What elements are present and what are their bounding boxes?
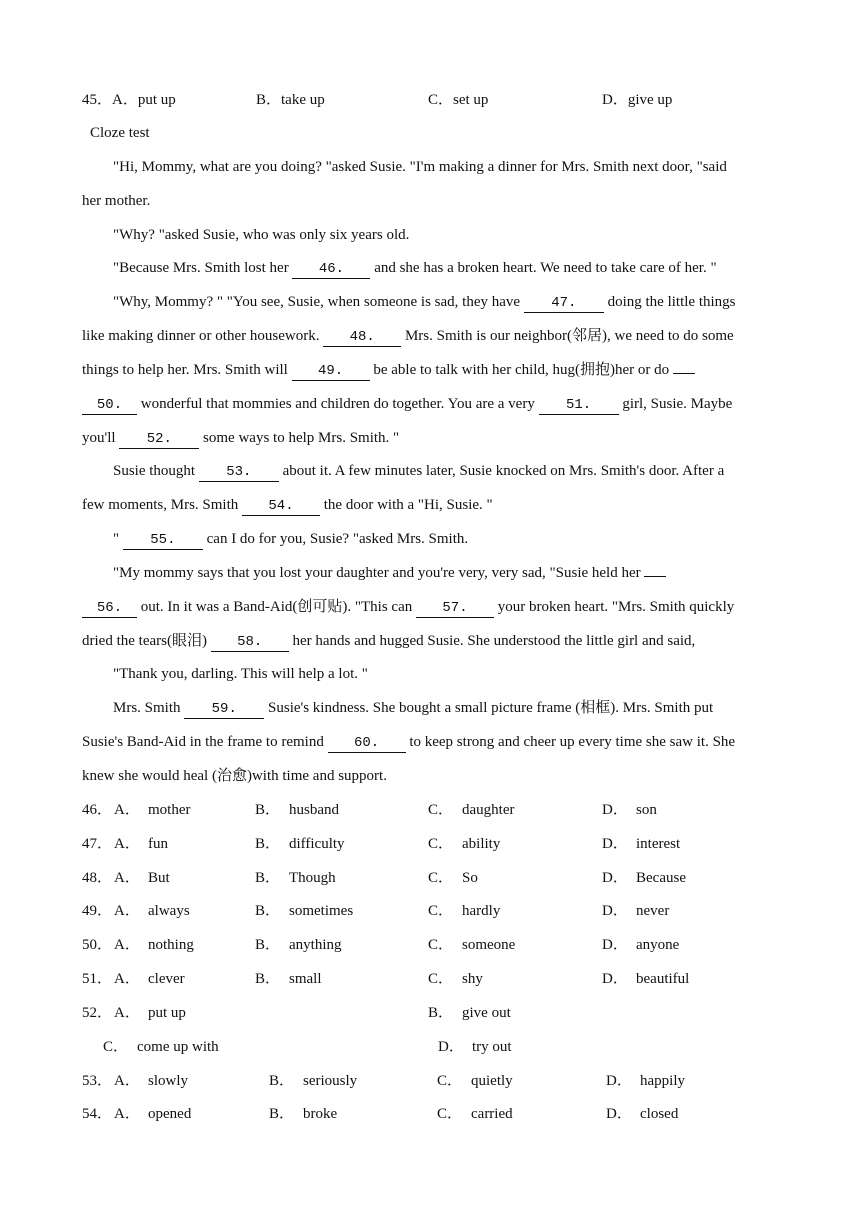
question-number: 47． <box>82 836 113 852</box>
option-text: carried <box>471 1106 513 1122</box>
question-number: 49． <box>82 903 113 919</box>
question-number: 45． <box>82 92 113 108</box>
option-letter: B． <box>255 971 281 987</box>
option-letter: B． <box>255 836 281 852</box>
option-letter: D． <box>602 802 628 818</box>
option-text: anyone <box>636 937 680 953</box>
passage-line: her mother. <box>82 193 151 209</box>
option-text: happily <box>640 1073 685 1089</box>
passage-line: "Thank you, darling. This will help a lot. " <box>113 666 368 682</box>
option-letter: D． <box>602 903 628 919</box>
option-letter: A． <box>114 870 140 886</box>
option-text: always <box>148 903 190 919</box>
question-number: 52． <box>82 1005 113 1021</box>
option-letter: B． <box>255 903 281 919</box>
option-letter: D． <box>438 1039 464 1055</box>
option-letter: C． <box>428 836 454 852</box>
option-text: closed <box>640 1106 679 1122</box>
option-text: interest <box>636 836 681 852</box>
passage-line: 50. wonderful that mommies and children do together. You are a very 51. girl, Susie. Maybe <box>82 394 732 415</box>
option-letter: B． <box>255 937 281 953</box>
blank-54[interactable]: 54. <box>242 497 320 516</box>
option-letter: A． <box>114 1005 140 1021</box>
option-text: seriously <box>303 1073 358 1089</box>
option-text: shy <box>462 971 483 987</box>
question-number: 54． <box>82 1106 113 1122</box>
passage-line: few moments, Mrs. Smith 54. the door with a "Hi, Susie. " <box>82 497 493 514</box>
option-text: anything <box>289 937 342 953</box>
option-letter: C． <box>428 870 454 886</box>
option-letter: A． <box>114 836 140 852</box>
passage-line: "My mommy says that you lost your daughter and you're very, very sad, "Susie held her <box>113 563 666 583</box>
option-text: give out <box>462 1005 511 1021</box>
option-letter: D． <box>602 870 628 886</box>
question-45 <box>82 90 112 110</box>
option-text: fun <box>148 836 168 852</box>
blank-49[interactable]: 49. <box>292 362 370 381</box>
option-letter: A． <box>114 802 140 818</box>
option-text: someone <box>462 937 516 953</box>
option-letter: C． <box>437 1073 463 1089</box>
option-text: hardly <box>462 903 501 919</box>
option-letter: C． <box>428 903 454 919</box>
blank-48[interactable]: 48. <box>323 328 401 347</box>
option-text: opened <box>148 1106 192 1122</box>
blank-51[interactable]: 51. <box>539 396 619 415</box>
passage-line: "Because Mrs. Smith lost her 46. and she has a broken heart. We need to take care of her. " <box>113 260 717 277</box>
option-letter: C． <box>428 937 454 953</box>
option-text: But <box>148 870 170 886</box>
option-text: daughter <box>462 802 515 818</box>
option-a: A．put up <box>112 92 176 108</box>
option-letter: C． <box>103 1039 129 1055</box>
passage-line: like making dinner or other housework. 48. Mrs. Smith is our neighbor(邻居), we need to do some <box>82 328 734 345</box>
option-b: B．take up <box>256 92 325 108</box>
blank-52[interactable]: 52. <box>119 430 199 449</box>
blank-47[interactable]: 47. <box>524 294 604 313</box>
passage-line: 56. out. In it was a Band-Aid(创可贴). "This can 57. your broken heart. "Mrs. Smith quickly <box>82 597 734 618</box>
passage-line: you'll 52. some ways to help Mrs. Smith. " <box>82 430 400 447</box>
passage-line: Susie thought 53. about it. A few minutes later, Susie knocked on Mrs. Smith's door. After a <box>113 463 725 480</box>
option-text: difficulty <box>289 836 345 852</box>
blank-53[interactable]: 53. <box>199 463 279 482</box>
option-letter: B． <box>255 870 281 886</box>
option-letter: D． <box>602 937 628 953</box>
question-number: 48． <box>82 870 113 886</box>
option-c: C．set up <box>428 92 489 108</box>
option-d: D．give up <box>602 92 673 108</box>
passage-line: "Why? "asked Susie, who was only six years old. <box>113 227 410 243</box>
blank-55[interactable]: 55. <box>123 531 203 550</box>
option-text: try out <box>472 1039 512 1055</box>
blank-57[interactable]: 57. <box>416 599 494 618</box>
section-heading: Cloze test <box>90 125 150 141</box>
blank-58[interactable]: 58. <box>211 633 289 652</box>
option-letter: A． <box>114 1106 140 1122</box>
option-text: husband <box>289 802 339 818</box>
option-letter: C． <box>428 971 454 987</box>
option-text: clever <box>148 971 185 987</box>
option-text: never <box>636 903 670 919</box>
option-letter: D． <box>602 836 628 852</box>
option-text: broke <box>303 1106 338 1122</box>
option-letter: A． <box>114 937 140 953</box>
option-text: So <box>462 870 478 886</box>
passage-line: "Why, Mommy? " "You see, Susie, when someone is sad, they have 47. doing the little things <box>113 294 736 311</box>
option-text: put up <box>148 1005 186 1021</box>
option-letter: C． <box>437 1106 463 1122</box>
option-letter: B． <box>269 1073 295 1089</box>
passage-line: Susie's Band-Aid in the frame to remind 60. to keep strong and cheer up every time she saw it. She <box>82 734 736 751</box>
option-letter: B． <box>269 1106 295 1122</box>
passage-line: knew she would heal (治愈)with time and support. <box>82 768 387 784</box>
option-text: come up with <box>137 1039 219 1055</box>
blank-59[interactable]: 59. <box>184 700 264 719</box>
blank-56-start <box>644 576 666 577</box>
blank-46[interactable]: 46. <box>292 260 370 279</box>
option-text: mother <box>148 802 191 818</box>
passage-line: dried the tears(眼泪) 58. her hands and hugged Susie. She understood the little girl and said, <box>82 633 696 650</box>
question-number: 46． <box>82 802 113 818</box>
option-letter: A． <box>114 971 140 987</box>
option-text: small <box>289 971 322 987</box>
passage-line: things to help her. Mrs. Smith will 49. be able to talk with her child, hug(拥抱)her or do <box>82 360 695 381</box>
passage-line: Mrs. Smith 59. Susie's kindness. She bought a small picture frame (相框). Mrs. Smith put <box>113 700 714 717</box>
option-letter: A． <box>114 903 140 919</box>
option-text: Though <box>289 870 336 886</box>
option-text: beautiful <box>636 971 690 987</box>
blank-60[interactable]: 60. <box>328 734 406 753</box>
option-letter: D． <box>606 1106 632 1122</box>
blank-56[interactable]: 56. <box>82 599 137 618</box>
passage-line: "Hi, Mommy, what are you doing? "asked Susie. "I'm making a dinner for Mrs. Smith next door, "said <box>113 159 727 175</box>
option-text: slowly <box>148 1073 189 1089</box>
option-text: ability <box>462 836 501 852</box>
blank-50[interactable]: 50. <box>82 396 137 415</box>
option-letter: A． <box>114 1073 140 1089</box>
option-letter: D． <box>606 1073 632 1089</box>
option-text: nothing <box>148 937 194 953</box>
question-number: 50． <box>82 937 113 953</box>
option-text: Because <box>636 870 686 886</box>
option-letter: B． <box>428 1005 454 1021</box>
blank-50-start <box>673 373 695 374</box>
question-number: 51． <box>82 971 113 987</box>
option-text: son <box>636 802 657 818</box>
option-letter: C． <box>428 802 454 818</box>
passage-line: " 55. can I do for you, Susie? "asked Mrs. Smith. <box>113 531 469 548</box>
option-letter: D． <box>602 971 628 987</box>
option-text: sometimes <box>289 903 354 919</box>
question-number: 53． <box>82 1073 113 1089</box>
option-text: quietly <box>471 1073 513 1089</box>
option-letter: B． <box>255 802 281 818</box>
